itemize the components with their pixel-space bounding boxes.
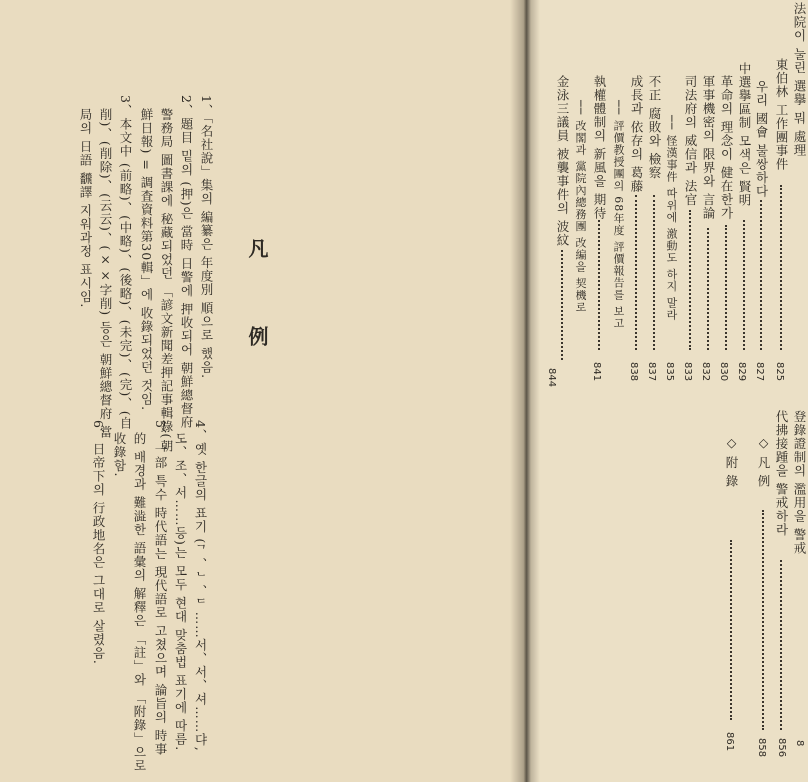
- right-page: [526, 0, 808, 782]
- leader-dots: [598, 220, 600, 350]
- toc-entry: 金泳三議員 被襲事件의 波紋: [555, 75, 570, 247]
- toc-subtitle: ── 改閣과 黨院內總務團 改編을 契機로: [574, 100, 587, 314]
- toc-entry: 軍事機密의 限界와 言論: [701, 75, 716, 220]
- leader-dots: [635, 195, 637, 350]
- toc-entry: ◇ 凡 例: [756, 435, 771, 488]
- toc-entry: 東伯林 工作團事件: [774, 58, 789, 171]
- toc-entry: ◇ 附 錄: [724, 435, 739, 488]
- toc-page-number: 838: [628, 362, 639, 382]
- toc-entry: 法院이 눌린 選擧 뭐 處理: [792, 2, 807, 157]
- toc-page-number: 837: [646, 362, 657, 382]
- leader-dots: [561, 250, 563, 360]
- leader-dots: [730, 540, 732, 720]
- leader-dots: [762, 510, 764, 730]
- toc-entry: 우리 國會 불쌍하다: [754, 80, 769, 198]
- note-line: 鮮日報) = 調査資料第30輯」에 收錄되었던 것임.: [139, 108, 154, 412]
- toc-entry: 不正 腐敗와 檢察: [647, 75, 662, 180]
- toc-entry: 代拂接踵을 警戒하라: [774, 410, 789, 537]
- toc-page-number: 844: [546, 368, 557, 388]
- heading-char-2: 例: [245, 326, 269, 348]
- note-line: 5、一部 특수 時代語는 現代語로 고쳤으며 論旨의 時事: [153, 420, 168, 756]
- toc-page-number: 829: [736, 362, 747, 382]
- leader-dots: [689, 210, 691, 350]
- toc-page-number: 832: [700, 362, 711, 382]
- toc-page-number: 825: [774, 362, 785, 382]
- toc-entry: 執權體制의 新風을 期待: [592, 75, 607, 220]
- toc-page-number: 833: [682, 362, 693, 382]
- toc-page-number: 830: [718, 362, 729, 382]
- toc-subtitle: ── 怪漢事件 따위에 激動도 하지 말라: [665, 115, 678, 321]
- toc-page-number: 835: [664, 362, 675, 382]
- leader-dots: [743, 220, 745, 350]
- note-line: 2、題目 밑의 (押)은 當時 日警에 押收되어 朝鮮總督府: [179, 95, 194, 430]
- note-line: 局의 日語 飜譯 지워과정 표시임.: [78, 108, 93, 309]
- note-line: 도、조、서……등)는 모두 현대 맞춤법 표기에 따름.: [173, 432, 188, 752]
- note-line: 4、옛 한글의 표기 (ᄀ、ᄂ、ᄃ……서、서、셔……댜,: [193, 420, 208, 752]
- leader-dots: [780, 560, 782, 730]
- toc-page-number: 8: [794, 740, 805, 747]
- leader-dots: [760, 200, 762, 350]
- toc-entry: 登錄證制의 濫用을 警戒: [792, 410, 807, 555]
- leader-dots: [725, 225, 727, 350]
- toc-entry: 司法府의 威信과 法官: [683, 75, 698, 207]
- toc-page-number: 861: [724, 732, 735, 752]
- toc-entry: 中選擧區制 모색은 賢明: [737, 62, 752, 207]
- toc-entry: 成長과 依存의 葛藤: [629, 75, 644, 193]
- toc-subtitle: ── 評價教授團의 68年度 評價報告를 보고: [612, 100, 625, 330]
- toc-page-number: 856: [776, 738, 787, 758]
- toc-page-number: 841: [591, 362, 602, 382]
- note-line: 警務局 圖書課에 秘藏되었던 「諺文新聞差押記事輯錄(朝: [159, 108, 174, 453]
- heading-char-1: 凡: [245, 238, 269, 260]
- book-gutter: [510, 0, 540, 782]
- toc-page-number: 858: [756, 738, 767, 758]
- note-line: 收錄함.: [112, 432, 127, 478]
- leader-dots: [653, 195, 655, 350]
- note-line: 削)、(削除)、(云云)、(××字削) 등은 朝鮮總督府 當: [98, 108, 113, 440]
- note-line: 3、本文中 (前略)、(中略)、(後略)、(未完)、(完)、(自: [118, 95, 133, 431]
- leader-dots: [780, 185, 782, 350]
- note-line: 的 배경과 難澁한 語彙의 解釋은 「註」와 「附錄」으로: [132, 432, 147, 773]
- toc-page-number: 827: [754, 362, 765, 382]
- note-line: 6、日帝下의 行政地名은 그대로 살렸음.: [91, 420, 106, 665]
- leader-dots: [707, 228, 709, 350]
- note-line: 1、「名社說」集의 編纂은 年度別 順으로 했음.: [199, 95, 214, 380]
- toc-entry: 革命의 理念이 健在한가: [719, 75, 734, 220]
